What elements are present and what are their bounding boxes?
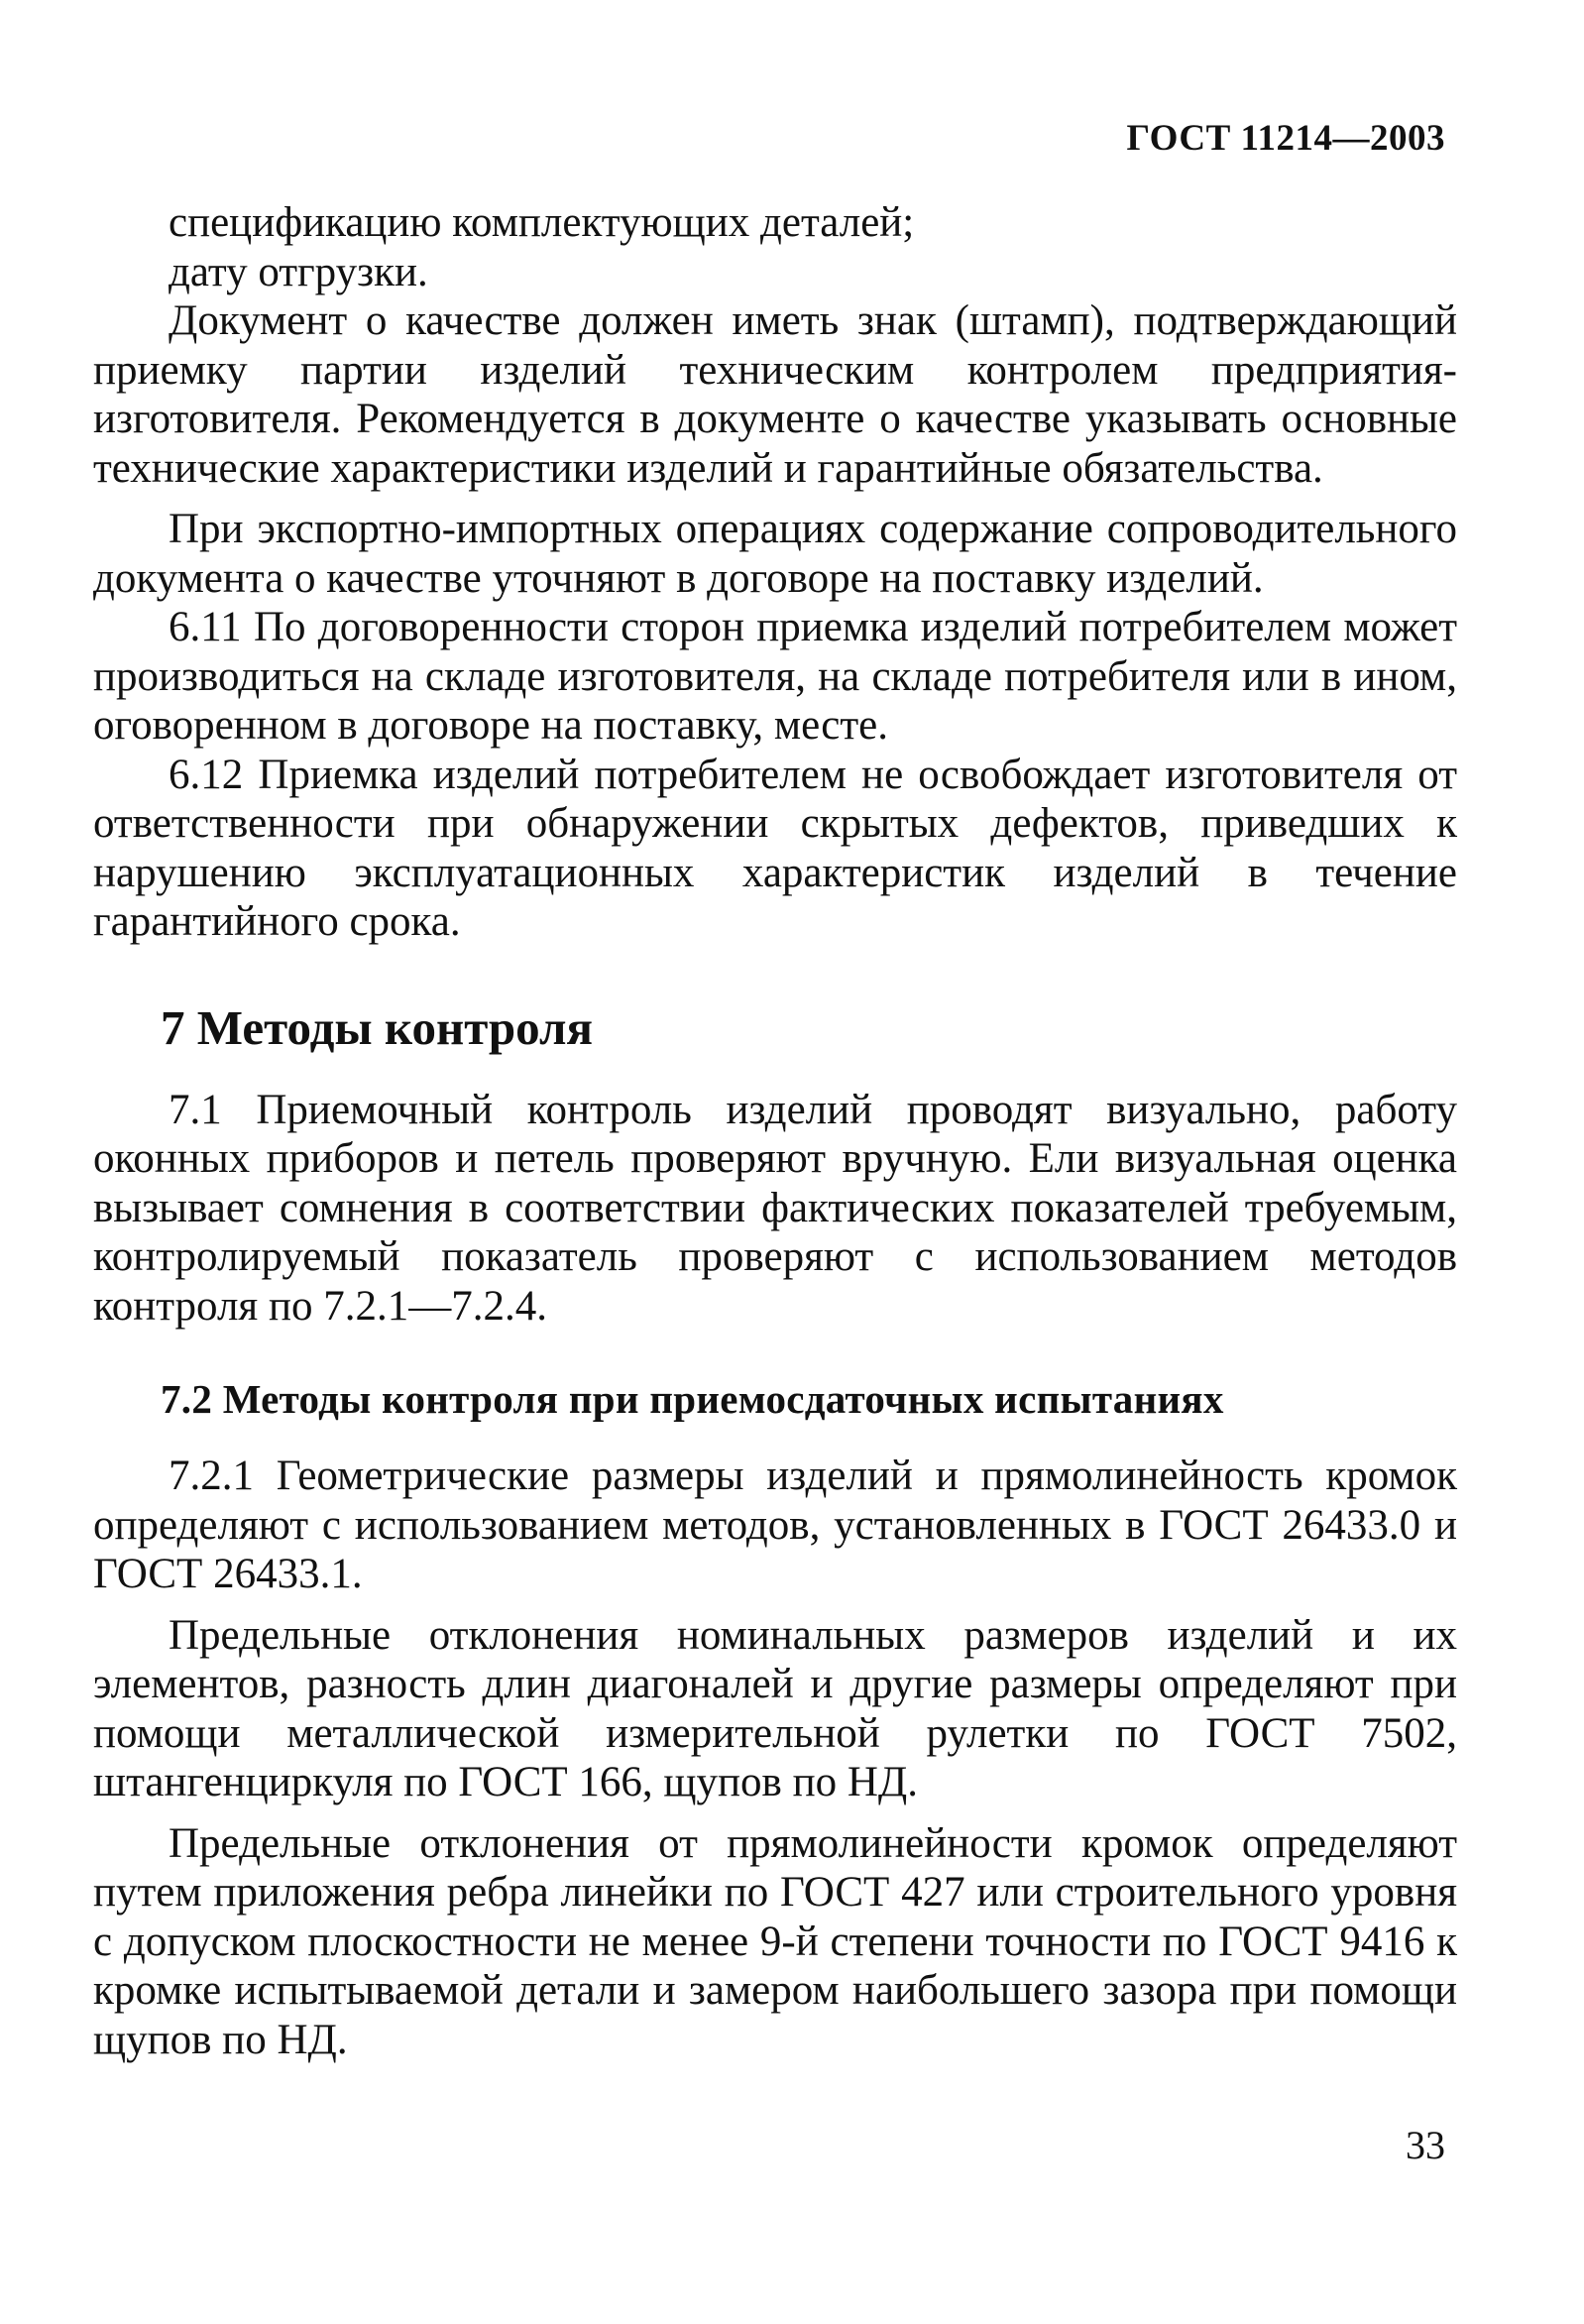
paragraph-size-deviations: Предельные отклонения номинальных размеров изделий и их элементов, разность длин диагоналей и другие размеры определяют при помощи металлической измерительной рулетки по ГОСТ 7502, штангенциркуля по ГОСТ 166, щупов по НД.: [93, 1611, 1457, 1805]
paragraph-shipping-date: дату отгрузки.: [169, 248, 428, 295]
section-heading-7-2: 7.2 Методы контроля при приемосдаточных испытаниях: [161, 1376, 1224, 1422]
paragraph-quality-document: Документ о качестве должен иметь знак (штамп), подтверждающий приемку партии изделий техническим контролем предприятия-изготовителя. Рекомендуется в документе о качестве указывать основные технические характеристики изделий и гарантийные обязательства.: [93, 297, 1457, 492]
page-body: [93, 198, 1457, 2064]
paragraph-6-11: 6.11 По договоренности сторон приемка изделий потребителем может производиться на складе изготовителя, на складе потребителя или в ином, оговоренном в договоре на поставку, месте.: [93, 604, 1457, 749]
paragraph-straightness-deviations: Предельные отклонения от прямолинейности кромок определяют путем приложения ребра линейки по ГОСТ 427 или строительного уровня с допуском плоскостности не менее 9-й степени точности по ГОСТ 9416 к кромке испытываемой детали и замером наибольшего зазора при помощи щупов по НД.: [93, 1819, 1457, 2063]
paragraph-7-2-1: 7.2.1 Геометрические размеры изделий и прямолинейность кромок определяют с использованием методов, установленных в ГОСТ 26433.0 и ГОСТ 26433.1.: [93, 1452, 1457, 1597]
paragraph-export-import: При экспортно-импортных операциях содержание сопроводительного документа о качестве уточняют в договоре на поставку изделий.: [93, 506, 1457, 602]
paragraph-7-1: 7.1 Приемочный контроль изделий проводят визуально, работу оконных приборов и петель проверяют вручную. Ели визуальная оценка вызывает сомнения в соответствии фактических показателей требуемым, контролируемый показатель проверяют с использованием методов контроля по 7.2.1—7.2.4.: [93, 1086, 1457, 1330]
section-heading-7: 7 Методы контроля: [161, 999, 593, 1055]
standard-code-header: ГОСТ 11214—2003: [1126, 118, 1445, 159]
page-number: 33: [1406, 2123, 1445, 2167]
paragraph-spec-list-item: спецификацию комплектующих деталей;: [169, 199, 915, 246]
paragraph-6-12: 6.12 Приемка изделий потребителем не освобождает изготовителя от ответственности при обнаружении скрытых дефектов, приведших к нарушению эксплуатационных характеристик изделий в течение гарантийного срока.: [93, 751, 1457, 945]
